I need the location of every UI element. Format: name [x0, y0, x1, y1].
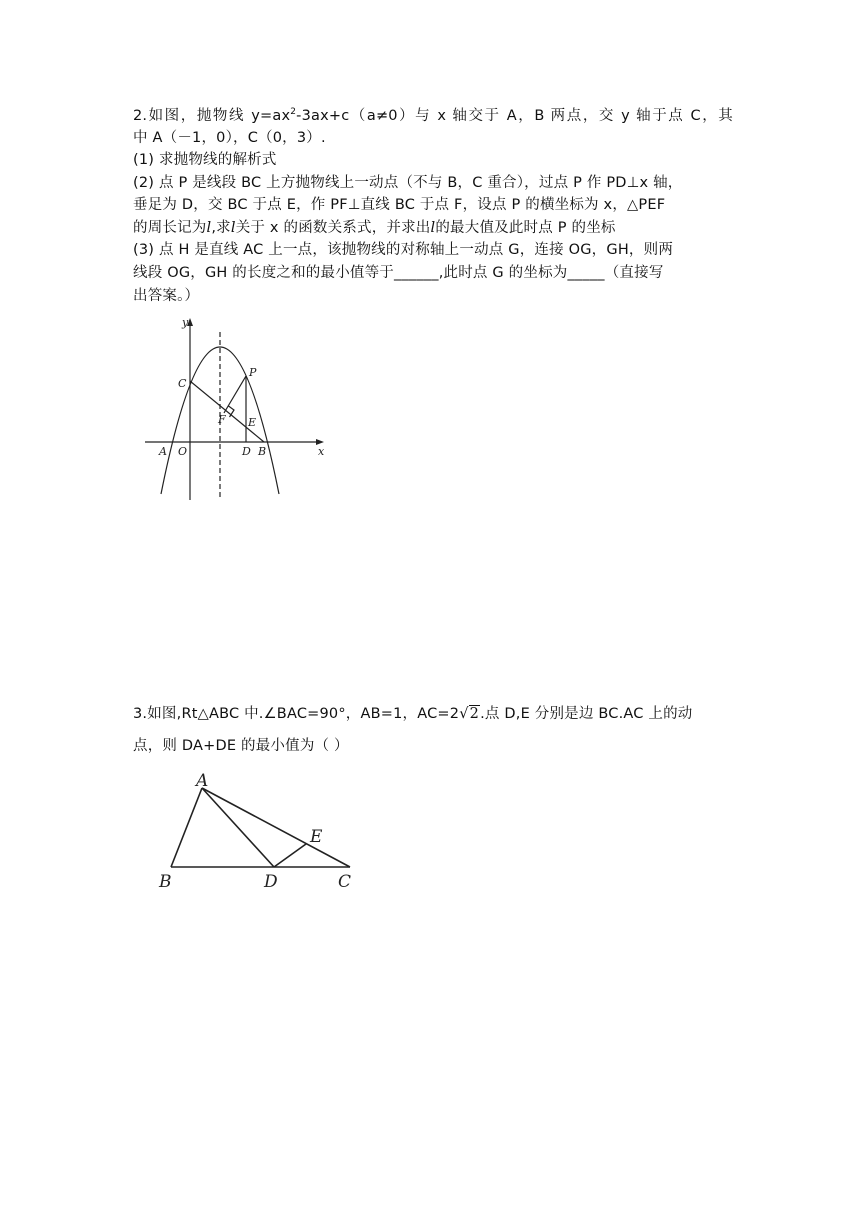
problem2-line-1 — [133, 105, 733, 127]
superscript: 2 — [290, 107, 297, 117]
problem3-line-2: 点，则 DA+DE 的最小值为（ ） — [133, 738, 349, 754]
label-o: O — [178, 445, 188, 458]
problem2-line-8: 线段 OG，GH 的长度之和的最小值等于______,此时点 G 的坐标为_____（直接写 — [133, 265, 664, 281]
radicand: 2 — [469, 706, 480, 722]
label-c: C — [338, 872, 352, 892]
text: 关于 x 的函数关系式，并求出 — [235, 220, 431, 236]
text: 的周长记为 — [133, 220, 207, 236]
text: 2.如图，抛物线 y=ax — [133, 108, 291, 124]
variable-l: l — [206, 220, 212, 236]
problem2-line-4: (2) 点 P 是线段 BC 上方抛物线上一动点（不与 B，C 重合），过点 P 作 PD⊥x 轴， — [133, 175, 683, 191]
label-a: A — [159, 445, 167, 458]
segment-ab — [171, 788, 202, 867]
problem2-line-2: 中 A（－1，0），C（0，3）. — [133, 130, 326, 146]
segment-pf — [224, 376, 246, 413]
problem3-line-1 — [133, 702, 733, 726]
problem2-line-7: (3) 点 H 是直线 AC 上一点，该抛物线的对称轴上一动点 G，连接 OG，GH，则两 — [133, 242, 674, 258]
text: -3ax+c（a≠0）与 x 轴交于 A，B 两点，交 y 轴于点 C，其 — [296, 108, 733, 124]
text: 的最大值及此时点 P 的坐标 — [435, 220, 616, 236]
variable-l: l — [430, 220, 436, 236]
label-b: B — [159, 872, 172, 892]
problem2-line-9: 出答案。） — [133, 288, 200, 304]
segment-ad — [202, 788, 274, 867]
right-angle-mark — [229, 406, 235, 417]
segment-ac — [202, 788, 350, 867]
label-c: C — [178, 377, 187, 390]
label-p: P — [249, 366, 257, 379]
label-x: x — [318, 445, 325, 458]
label-b: B — [258, 445, 267, 458]
label-y: y — [182, 316, 189, 329]
label-e: E — [310, 827, 323, 847]
segment-de — [274, 844, 306, 867]
sqrt-expression: √2 — [459, 706, 480, 722]
problem2-line-3: (1) 求抛物线的解析式 — [133, 152, 277, 168]
label-f: F — [218, 413, 226, 426]
problem2-line-6 — [133, 217, 733, 239]
variable-l: l — [230, 220, 236, 236]
triangle-figure — [150, 770, 370, 900]
label-d: D — [264, 872, 278, 892]
label-d: D — [242, 445, 251, 458]
text: .点 D,E 分别是边 BC.AC 上的动 — [480, 706, 693, 722]
text: ,求 — [211, 220, 231, 236]
parabola-figure — [140, 310, 340, 510]
segment-bc — [190, 381, 264, 442]
label-a: A — [196, 771, 209, 791]
label-e: E — [248, 416, 257, 429]
text: 3.如图,Rt△ABC 中.∠BAC=90°，AB=1，AC=2 — [133, 706, 460, 722]
problem2-line-5: 垂足为 D，交 BC 于点 E，作 PF⊥直线 BC 于点 F，设点 P 的横坐标为 x，△PEF — [133, 197, 666, 213]
